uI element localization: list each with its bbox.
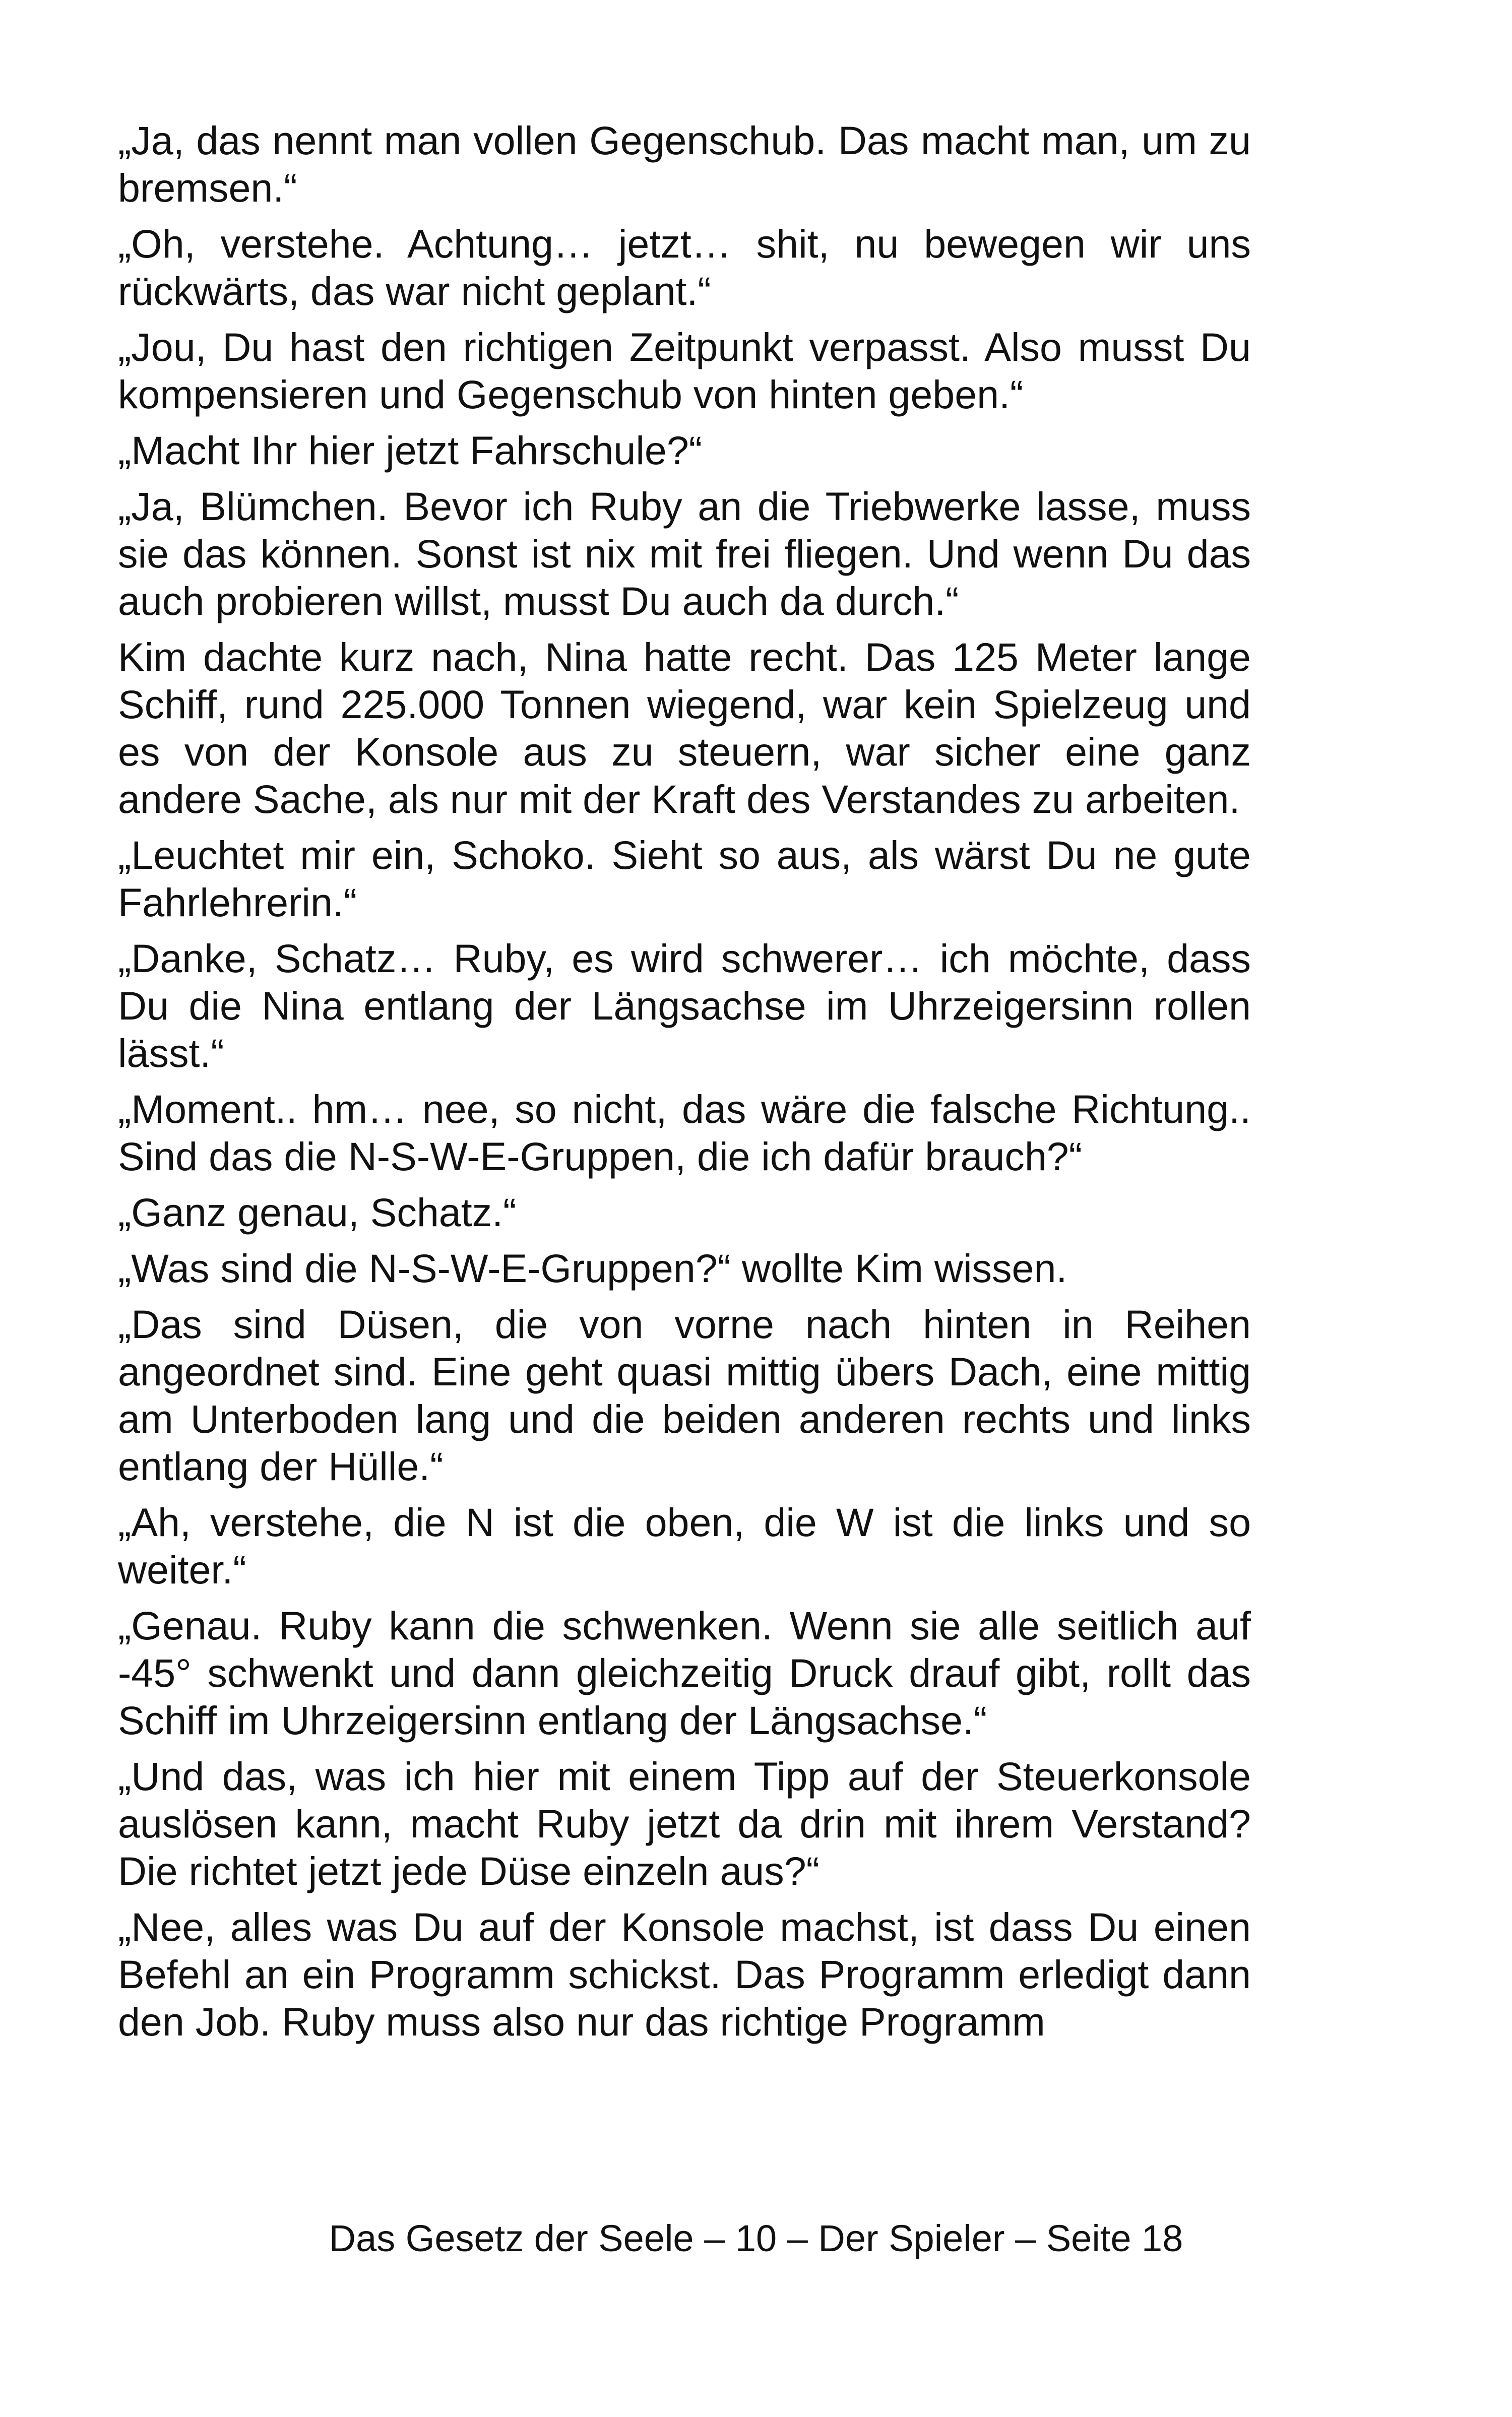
paragraph: „Das sind Düsen, die von vorne nach hinten in Reihen angeordnet sind. Eine geht quasi mittig übers Dach, eine mittig am Unterboden lang und die beiden anderen rechts und links entlang der Hülle.“ — [118, 1302, 1251, 1489]
paragraph: „Ah, verstehe, die N ist die oben, die W ist die links und so weiter.“ — [118, 1500, 1251, 1592]
paragraph: „Nee, alles was Du auf der Konsole machst, ist dass Du einen Befehl an ein Programm schickst. Das Programm erledigt dann den Job. Ruby muss also nur das richtige Programm — [118, 1904, 1251, 2044]
page-footer: Das Gesetz der Seele – 10 – Der Spieler – Seite 18 — [329, 2217, 1183, 2259]
paragraph: „Moment.. hm… nee, so nicht, das wäre die falsche Richtung.. Sind das die N-S-W-E-Gruppen, die ich dafür brauch?“ — [118, 1087, 1251, 1179]
paragraph: „Ja, das nennt man vollen Gegenschub. Das macht man, um zu bremsen.“ — [118, 118, 1251, 210]
paragraph: „Was sind die N-S-W-E-Gruppen?“ wollte Kim wissen. — [118, 1246, 1067, 1291]
body-text — [118, 117, 1251, 2054]
paragraph: Kim dachte kurz nach, Nina hatte recht. Das 125 Meter lange Schiff, rund 225.000 Tonnen wiegend, war kein Spielzeug und es von der Konsole aus zu steuern, war sicher eine ganz andere Sache, als nur mit der Kraft des Verstandes zu arbeiten. — [118, 634, 1251, 821]
paragraph: „Ganz genau, Schatz.“ — [118, 1190, 517, 1235]
paragraph: „Ja, Blümchen. Bevor ich Ruby an die Triebwerke lasse, muss sie das können. Sonst ist nix mit frei fliegen. Und wenn Du das auch probieren willst, musst Du auch da durch.“ — [118, 484, 1251, 623]
paragraph: „Genau. Ruby kann die schwenken. Wenn sie alle seitlich auf -45° schwenkt und dann gleichzeitig Druck drauf gibt, rollt das Schiff im Uhrzeigersinn entlang der Längsachse.“ — [118, 1603, 1251, 1743]
paragraph: „Macht Ihr hier jetzt Fahrschule?“ — [118, 428, 703, 473]
paragraph: „Jou, Du hast den richtigen Zeitpunkt verpasst. Also musst Du kompensieren und Gegenschub von hinten geben.“ — [118, 325, 1251, 417]
paragraph: „Leuchtet mir ein, Schoko. Sieht so aus, als wärst Du ne gute Fahrlehrerin.“ — [118, 833, 1251, 925]
paragraph: „Oh, verstehe. Achtung… jetzt… shit, nu bewegen wir uns rückwärts, das war nicht geplant.“ — [118, 221, 1251, 313]
paragraph: „Danke, Schatz… Ruby, es wird schwerer… ich möchte, dass Du die Nina entlang der Längsachse im Uhrzeigersinn rollen lässt.“ — [118, 936, 1251, 1075]
paragraph: „Und das, was ich hier mit einem Tipp auf der Steuerkonsole auslösen kann, macht Ruby jetzt da drin mit ihrem Verstand? Die richtet jetzt jede Düse einzeln aus?“ — [118, 1754, 1251, 1893]
